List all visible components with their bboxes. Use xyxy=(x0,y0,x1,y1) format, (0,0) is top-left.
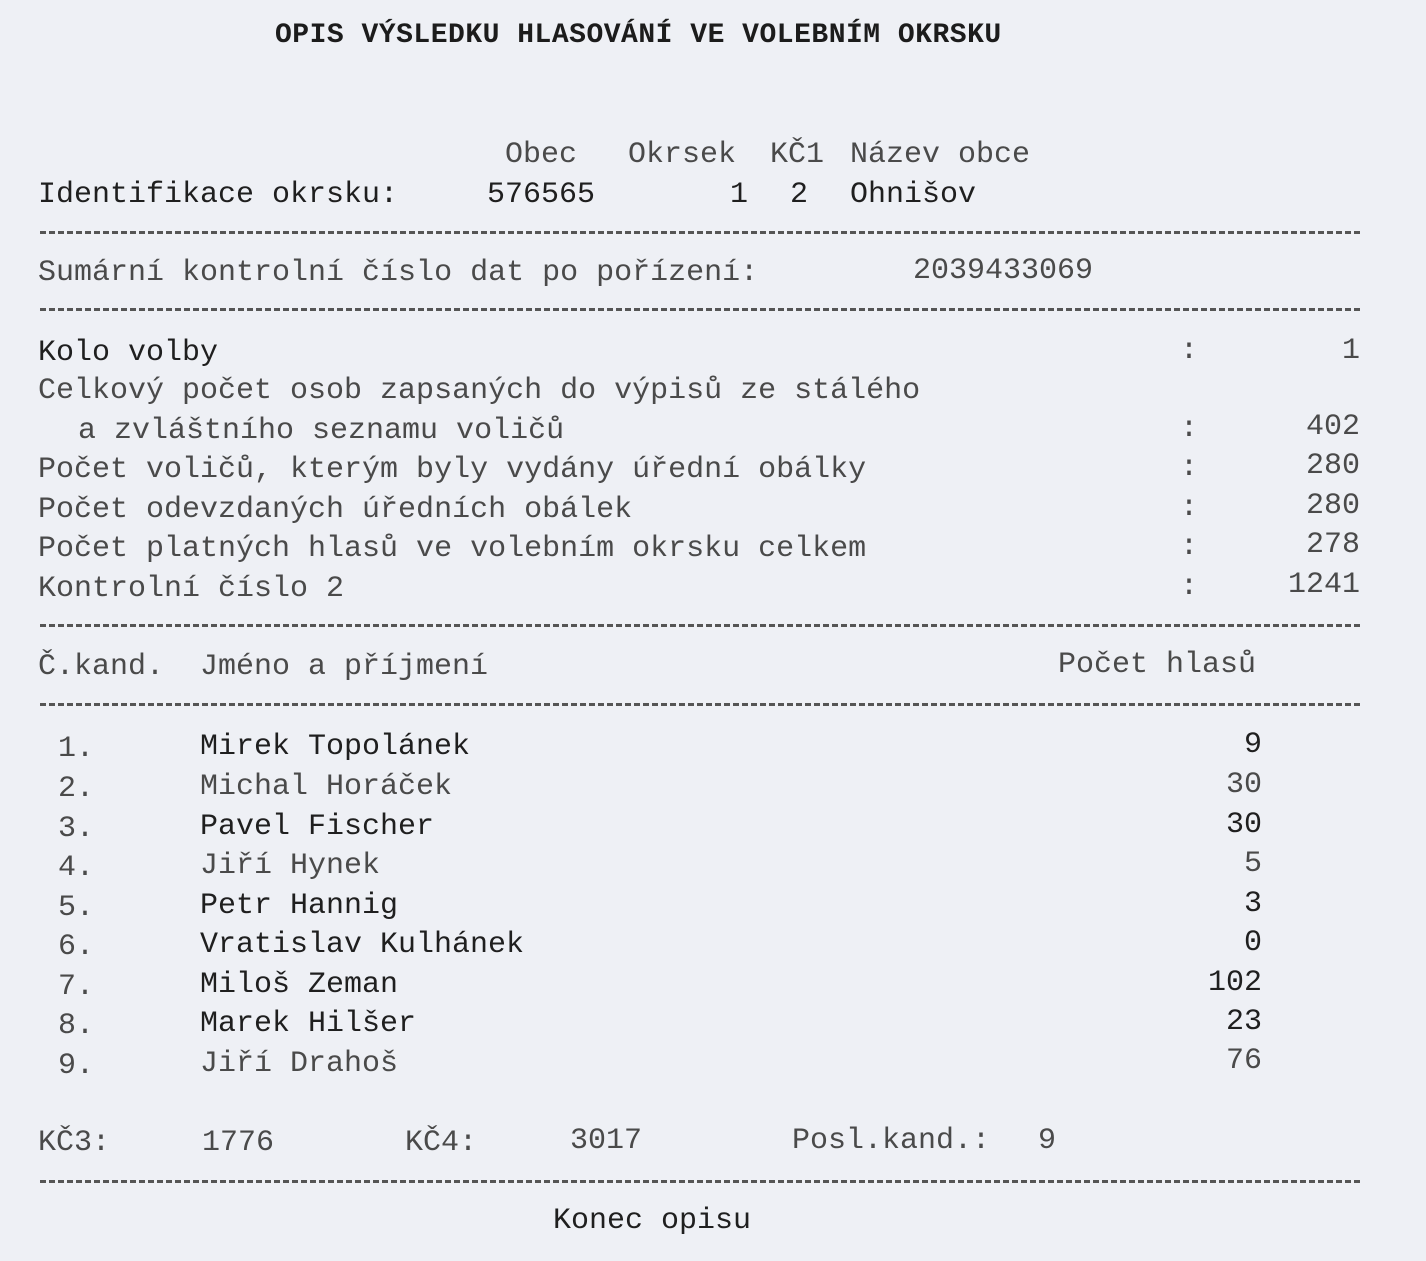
col-header-okrsek: Okrsek xyxy=(628,138,737,172)
summary-value-envelopes-issued: 280 xyxy=(1305,449,1360,483)
identification-kc1: 2 xyxy=(790,178,809,212)
separator-line xyxy=(40,624,1360,627)
summary-label-round: Kolo volby xyxy=(38,336,219,370)
candidate-num: 1. xyxy=(58,732,95,766)
candidate-num: 5. xyxy=(58,891,95,925)
col-header-obec: Obec xyxy=(505,138,578,172)
candidate-name: Marek Hilšer xyxy=(200,1007,417,1041)
table-header-votes: Počet hlasů xyxy=(1058,648,1257,682)
candidate-num: 7. xyxy=(58,970,95,1004)
candidate-votes: 102 xyxy=(1207,966,1262,1000)
summary-colon: : xyxy=(1180,412,1199,446)
summary-label-registered: Celkový počet osob zapsaných do výpisů ze stálého xyxy=(38,374,921,408)
summary-colon: : xyxy=(1180,334,1199,368)
candidate-name: Michal Horáček xyxy=(200,770,453,804)
candidate-num: 2. xyxy=(58,772,95,806)
document-title: OPIS VÝSLEDKU HLASOVÁNÍ VE VOLEBNÍM OKRSKU xyxy=(275,20,1002,51)
candidate-votes: 3 xyxy=(1243,887,1262,921)
identification-obec: 576565 xyxy=(487,178,596,212)
identification-okrsek: 1 xyxy=(730,178,749,212)
candidate-num: 9. xyxy=(58,1049,95,1083)
candidate-num: 4. xyxy=(58,851,95,885)
summary-label-envelopes-issued: Počet voličů, kterým byly vydány úřední obálky xyxy=(38,453,867,487)
candidate-votes: 0 xyxy=(1243,926,1262,960)
kc3-label: KČ3: xyxy=(38,1126,111,1160)
summary-colon: : xyxy=(1180,491,1199,525)
candidate-votes: 30 xyxy=(1225,808,1262,842)
end-of-document: Konec opisu xyxy=(553,1204,752,1238)
candidate-name: Jiří Drahoš xyxy=(200,1047,399,1081)
summary-label-registered-cont: a zvláštního seznamu voličů xyxy=(78,414,565,448)
candidate-name: Miloš Zeman xyxy=(200,968,399,1002)
table-header-num: Č.kand. xyxy=(38,650,165,684)
candidate-num: 8. xyxy=(58,1009,95,1043)
summary-value-control-2: 1241 xyxy=(1287,568,1360,602)
candidate-votes: 5 xyxy=(1243,847,1262,881)
separator-line xyxy=(40,1180,1360,1183)
separator-line xyxy=(40,308,1360,311)
candidate-name: Mirek Topolánek xyxy=(200,730,471,764)
identification-label: Identifikace okrsku: xyxy=(38,178,399,212)
checksum-label: Sumární kontrolní číslo dat po pořízení: xyxy=(38,256,759,290)
kc3-value: 1776 xyxy=(202,1126,275,1160)
separator-line xyxy=(40,231,1360,234)
candidate-name: Vratislav Kulhánek xyxy=(200,928,525,962)
candidate-name: Petr Hannig xyxy=(200,889,399,923)
summary-value-round: 1 xyxy=(1341,334,1360,368)
summary-label-envelopes-returned: Počet odevzdaných úředních obálek xyxy=(38,493,633,527)
col-header-kc1: KČ1 xyxy=(770,138,825,172)
summary-value-valid-votes: 278 xyxy=(1305,528,1360,562)
candidate-name: Pavel Fischer xyxy=(200,810,435,844)
candidate-name: Jiří Hynek xyxy=(200,849,381,883)
last-candidate-value: 9 xyxy=(1038,1124,1057,1158)
summary-colon: : xyxy=(1180,530,1199,564)
last-candidate-label: Posl.kand.: xyxy=(792,1124,991,1158)
kc4-value: 3017 xyxy=(570,1124,643,1158)
candidate-num: 6. xyxy=(58,930,95,964)
checksum-value: 2039433069 xyxy=(913,254,1094,288)
identification-nazev: Ohnišov xyxy=(850,178,977,212)
candidate-num: 3. xyxy=(58,812,95,846)
candidate-votes: 9 xyxy=(1243,728,1262,762)
summary-value-envelopes-returned: 280 xyxy=(1305,489,1360,523)
summary-colon: : xyxy=(1180,570,1199,604)
col-header-nazev: Název obce xyxy=(850,138,1031,172)
summary-label-control-2: Kontrolní číslo 2 xyxy=(38,572,345,606)
summary-label-valid-votes: Počet platných hlasů ve volebním okrsku celkem xyxy=(38,532,867,566)
kc4-label: KČ4: xyxy=(405,1126,478,1160)
candidate-votes: 23 xyxy=(1225,1005,1262,1039)
separator-line xyxy=(40,703,1360,706)
table-header-name: Jméno a příjmení xyxy=(200,650,489,684)
summary-colon: : xyxy=(1180,451,1199,485)
candidate-votes: 30 xyxy=(1225,768,1262,802)
candidate-votes: 76 xyxy=(1225,1044,1262,1078)
summary-value-registered: 402 xyxy=(1305,410,1360,444)
